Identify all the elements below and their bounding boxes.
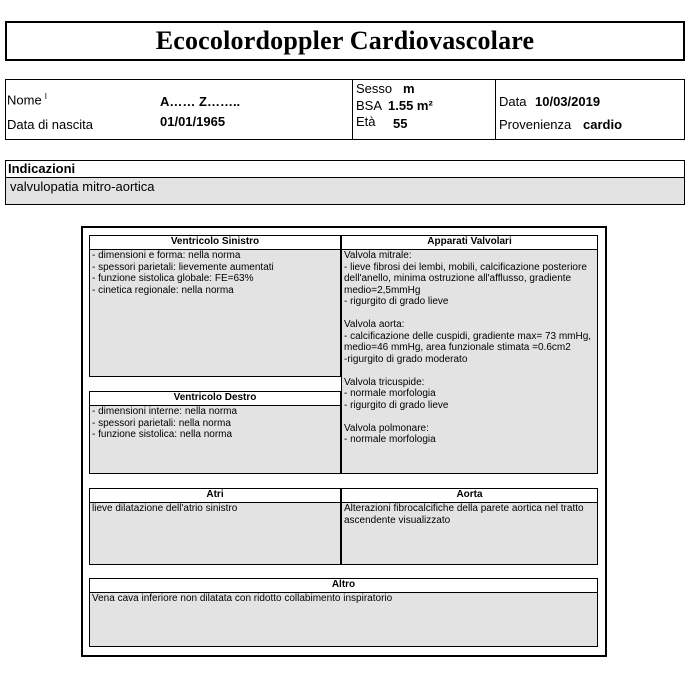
eta-value: 55 xyxy=(393,116,408,131)
atri-text: lieve dilatazione dell'atrio sinistro xyxy=(92,503,238,514)
data-value: 10/03/2019 xyxy=(535,94,601,109)
altro-title: Altro xyxy=(90,579,597,593)
nome-mark: I xyxy=(44,92,47,101)
report-frame xyxy=(81,226,607,657)
altro-text: Vena cava inferiore non dilatata con ridotto collabimento inspiratorio xyxy=(92,593,393,604)
ventricolo-sinistro-text: - dimensioni e forma: nella norma - spessori parietali: lievemente aumentati - funzione sistolica globale: FE=63% - cinetica regionale: nella norma xyxy=(92,250,274,296)
data-label: Data xyxy=(499,94,527,109)
apparati-valvolari-title: Apparati Valvolari xyxy=(342,236,597,250)
ventricolo-destro-text: - dimensioni interne: nella norma - spessori parietali: nella norma - funzione sistolica: nella norma xyxy=(92,406,238,440)
title-box xyxy=(5,21,685,61)
apparati-valvolari-text: Valvola mitrale: - lieve fibrosi dei lembi, mobili, calcificazione posteriore dell'anello, minima ostruzione all'afflusso, gradiente medio=2,5mmHg - rigurgito di grado lieve Valvola aorta: - calcificazione delle cuspidi, gradiente max= 73 mmHg, medio=46 mmHg, area funzionale stimata =0.6cm2 -rigurgito di grado moderato Valvola tricuspide: - normale morfologia - rigurgito di grado lieve Valvola polmonare: - normale morfologia xyxy=(344,250,592,445)
ventricolo-sinistro-panel xyxy=(89,235,341,377)
sesso-label: Sesso xyxy=(356,81,393,96)
nascita-value: 01/01/1965 xyxy=(160,114,226,129)
nome-value: A…… Z…….. xyxy=(160,94,241,109)
altro-panel xyxy=(89,578,598,647)
provenienza-value: cardio xyxy=(583,117,623,132)
indicazioni-label: Indicazioni xyxy=(5,160,685,178)
nome-label: Nome $^I$ xyxy=(7,92,47,108)
eta-label: Età xyxy=(356,114,376,129)
ventricolo-destro-panel xyxy=(89,391,341,474)
bsa-label: BSA xyxy=(356,98,383,113)
page-title: Ecocolordoppler Cardiovascolare xyxy=(155,26,535,55)
indicazioni-text: valvulopatia mitro-aortica xyxy=(6,178,684,204)
ventricolo-sinistro-title: Ventricolo Sinistro xyxy=(90,236,340,250)
ventricolo-destro-title: Ventricolo Destro xyxy=(90,392,340,406)
info-divider xyxy=(495,79,496,140)
atri-panel xyxy=(89,488,341,565)
provenienza-label: Provenienza xyxy=(499,117,572,132)
aorta-text: Alterazioni fibrocalcifiche della parete aortica nel tratto ascendente visualizzato xyxy=(344,503,584,526)
apparati-valvolari-panel xyxy=(341,235,598,474)
atri-title: Atri xyxy=(90,489,340,503)
aorta-title: Aorta xyxy=(342,489,597,503)
aorta-panel xyxy=(341,488,598,565)
sesso-value: m xyxy=(403,81,415,96)
info-divider xyxy=(352,79,353,140)
nascita-label: Data di nascita xyxy=(7,117,93,132)
bsa-value: 1.55 m² xyxy=(388,98,433,113)
